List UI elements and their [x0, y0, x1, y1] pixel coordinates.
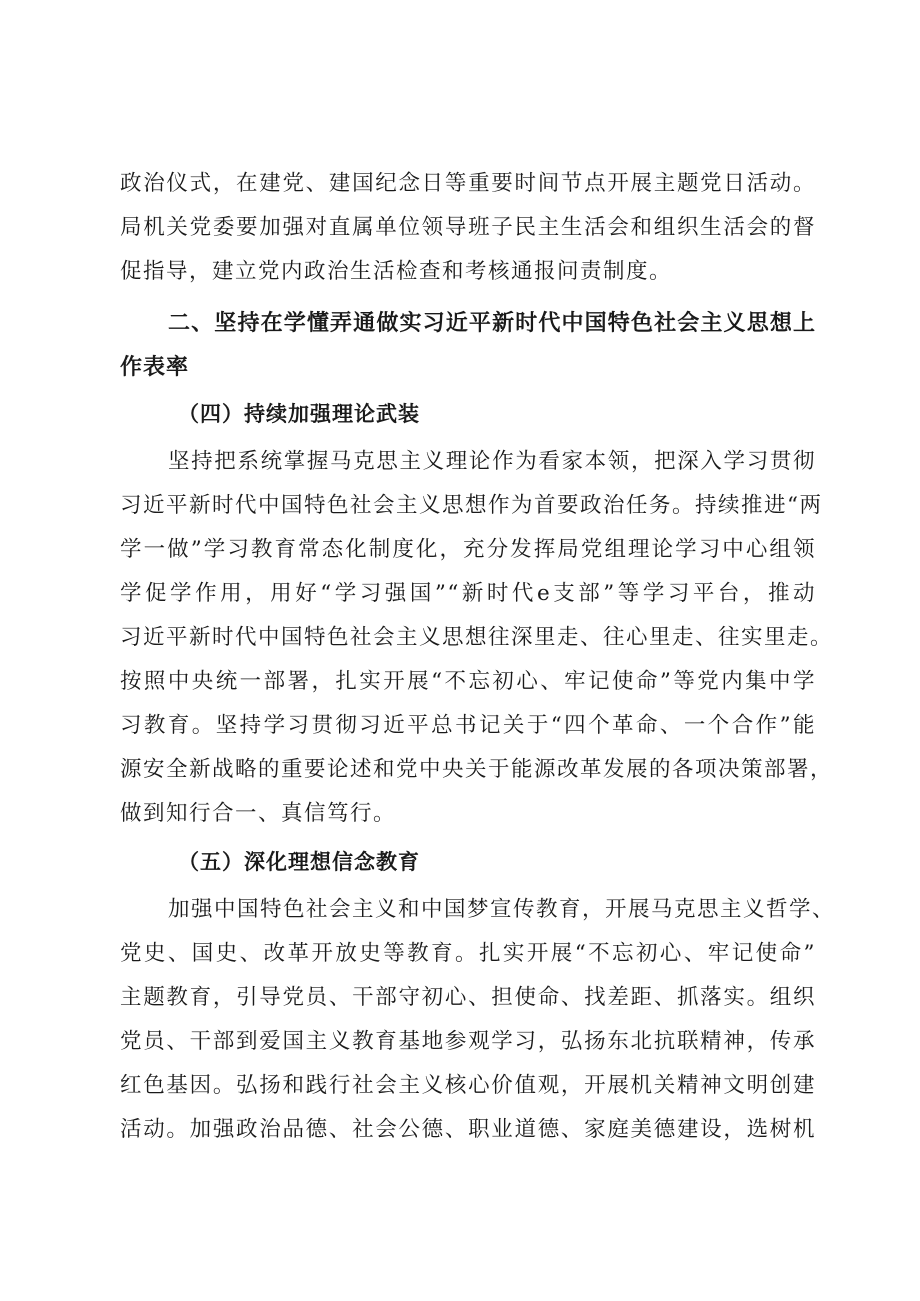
- paragraph-line: 局机关党委要加强对直属单位领导班子民主生活会和组织生活会的督: [120, 215, 816, 240]
- paragraph-line: 习近平新时代中国特色社会主义思想作为首要政治任务。持续推进“两: [120, 493, 823, 518]
- paragraph-line: 促指导，建立党内政治生活检查和考核通报问责制度。: [120, 259, 673, 284]
- section-heading: 二、坚持在学懂弄通做实习近平新时代中国特色社会主义思想上: [168, 311, 816, 336]
- paragraph-line: 做到知行合一、真信笃行。: [120, 801, 397, 826]
- paragraph-line: 活动。加强政治品德、社会公德、职业道德、家庭美德建设，选树机: [120, 1117, 816, 1142]
- paragraph-line: 坚持把系统掌握马克思主义理论作为看家本领，把深入学习贯彻: [168, 449, 816, 474]
- subsection-heading-5: （五）深化理想信念教育: [178, 850, 420, 874]
- paragraph-line: 主题教育，引导党员、干部守初心、担使命、找差距、抓落实。组织: [120, 985, 816, 1010]
- paragraph-line: 习近平新时代中国特色社会主义思想往深里走、往心里走、往实里走。: [120, 625, 834, 650]
- paragraph-line: 学一做”学习教育常态化制度化，充分发挥局党组理论学习中心组领: [120, 537, 816, 562]
- paragraph-line: 加强中国特色社会主义和中国梦宣传教育，开展马克思主义哲学、: [168, 897, 836, 922]
- section-heading-continued: 作表率: [120, 355, 190, 380]
- paragraph-line: 党员、干部到爱国主义教育基地参观学习，弘扬东北抗联精神，传承: [120, 1029, 816, 1054]
- paragraph-line: 政治仪式，在建党、建国纪念日等重要时间节点开展主题党日活动。: [120, 171, 816, 196]
- paragraph-line: 习教育。坚持学习贯彻习近平总书记关于“四个革命、一个合作”能: [120, 713, 816, 738]
- paragraph-line: 学促学作用，用好“学习强国”“新时代e支部”等学习平台，推动: [120, 581, 816, 606]
- subsection-heading-4: （四）持续加强理论武装: [178, 402, 420, 426]
- paragraph-line: 红色基因。弘扬和践行社会主义核心价值观，开展机关精神文明创建: [120, 1073, 816, 1098]
- paragraph-line: 源安全新战略的重要论述和党中央关于能源改革发展的各项决策部署，: [120, 757, 834, 782]
- paragraph-line: 党史、国史、改革开放史等教育。扎实开展“不忘初心、牢记使命”: [120, 941, 816, 966]
- paragraph-line: 按照中央统一部署，扎实开展“不忘初心、牢记使命”等党内集中学: [120, 669, 816, 694]
